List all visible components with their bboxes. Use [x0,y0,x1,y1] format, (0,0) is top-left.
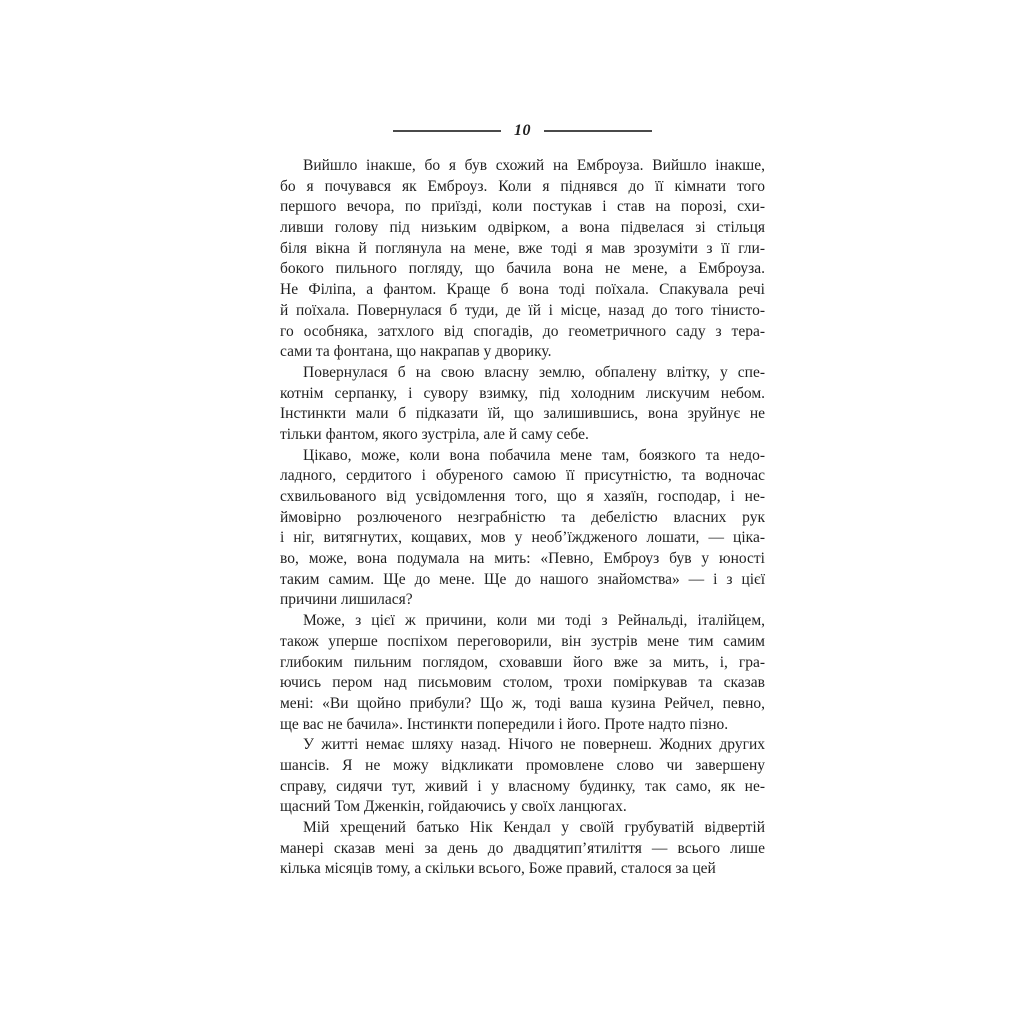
paragraph [280,611,765,735]
paragraph [280,735,765,818]
text-line: ймовірно розлюченого незграбністю та дебелістю власних рук [280,508,765,526]
text-line: Мій хрещений батько Нік Кендал у своїй грубуватій відвертій [303,819,765,836]
text-line: й поїхала. Повернулася б туди, де їй і місце, назад до того тінисто- [280,301,765,319]
text-line: бокого пильного погляду, що бачила вона не мене, а Емброуза. [280,260,765,278]
text-line: сами та фонтана, що накрапав у дворику. [280,343,552,361]
text-line: біля вікна й поглянула на мене, вже тоді я мав зрозуміти з її гли- [280,239,765,257]
text-line: го особняка, затхлого від спогадів, до геометричного саду з тера- [280,322,765,340]
text-line: тільки фантом, якого зустріла, але й саму себе. [280,425,589,443]
text-line: схвильованого від усвідомлення того, що я хазяїн, господар, і не- [280,488,765,505]
text-line: Повернулася б на свою власну землю, обпалену влітку, у спе- [303,363,765,381]
text-line: во, може, вона подумала на мить: «Певно, Емброуз був у юності [280,550,765,568]
text-line: першого вечора, по приїзді, коли постукав і став на порозі, схи- [280,198,765,216]
text-line: шансів. Я не можу відкликати промовлене слово чи завершену [280,756,765,774]
page-number: 10 [514,122,531,139]
text-line: Інстинкти мали б підказати їй, що залишившись, вона зруйнує не [280,405,765,423]
text-line: щасний Том Дженкін, гойдаючись у своїх ланцюгах. [280,798,627,816]
page-header [280,121,765,141]
text-line: У житті немає шляху назад. Нічого не повернеш. Жодних других [303,736,765,754]
header-rule-left [393,130,501,132]
text-line: ючись пером над письмовим столом, трохи поміркував та сказав [280,674,765,692]
text-column [280,156,765,880]
text-line: Цікаво, може, коли вона побачила мене там, боязкого та недо- [303,446,765,464]
paragraph [280,363,765,446]
text-line: Може, з цієї ж причини, коли ми тоді з Рейнальді, італійцем, [303,612,765,630]
text-line: ще вас не бачила». Інстинкти попередили і його. Проте надто пізно. [280,715,729,733]
text-line: бо я почувався як Емброуз. Коли я піднявся до її кімнати того [280,177,765,195]
header-rule-right [544,130,652,132]
text-line: ливши голову під низьким одвірком, а вона підвелася зі стільця [280,219,765,237]
text-line: Вийшло інакше, бо я був схожий на Емброуза. Вийшло інакше, [303,157,765,174]
paragraph [280,446,765,612]
text-line: мені: «Ви щойно прибули? Що ж, тоді ваша кузина Рейчел, певно, [280,694,765,712]
text-line: таким самим. Ще до мене. Ще до нашого знайомства» — і з цієї [280,570,765,588]
paragraph [280,156,765,363]
text-line: глибоким пильним поглядом, сховавши його вже за мить, і, гра- [280,653,765,671]
text-line: кілька місяців тому, а скільки всього, Боже правий, сталося за цей [280,860,716,878]
text-line: причини лишилася? [280,591,413,609]
text-line: манері сказав мені за день до двадцятип’ятиліття — всього лише [280,839,765,857]
text-line: і ніг, витягнутих, кощавих, мов у необ’їждженого лошати, — ціка- [280,529,765,547]
text-line: Не Філіпа, а фантом. Краще б вона тоді поїхала. Спакувала речі [280,281,765,299]
text-line: справу, сидячи тут, живий і у власному будинку, так само, як не- [280,777,765,795]
text-line: котнім серпанку, і сувору взимку, під холодним лискучим небом. [280,384,765,402]
text-line: також уперше поспіхом переговорили, він зустрів мене тим самим [280,632,765,650]
text-line: ладного, сердитого і обуреного самою її присутністю, та водночас [280,467,765,485]
paragraph [280,818,765,880]
